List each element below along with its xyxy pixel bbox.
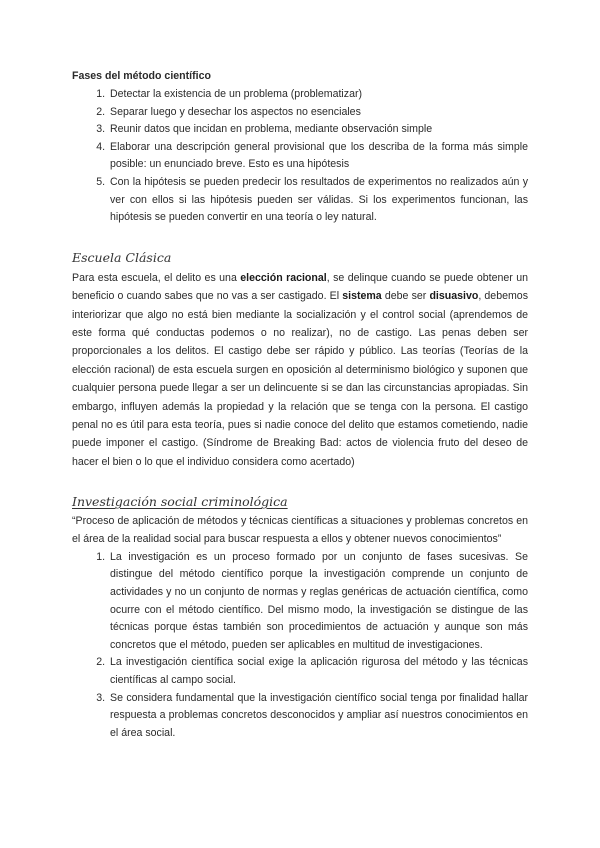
clasica-section: [72, 249, 528, 471]
list-item: 3. Se considera fundamental que la investigación científico social tenga por finalidad hallar respuesta a problemas concretos desconocidos y ampliar así nuestros conocimientos en el área social.: [108, 690, 528, 743]
clasica-paragraph: [72, 269, 528, 471]
bold-term: sistema: [342, 290, 382, 303]
list-item: 4. Elaborar una descripción general provisional que los describa de la forma más simple posible: un enunciado breve. Esto es una hipótesis: [108, 139, 528, 174]
list-item: 2. La investigación científica social exige la aplicación rigurosa del método y las técnicas científicas al campo social.: [108, 654, 528, 689]
list-item: 5. Con la hipótesis se pueden predecir los resultados de experimentos no realizados aún y ver con ellos si las hipótesis pueden ser válidas. Si los experimentos funcionan, las hipótesis se pueden convertir en una teoría o ley natural.: [108, 174, 528, 227]
fases-title: Fases del método científico: [72, 70, 211, 82]
bold-term: disuasivo: [429, 290, 479, 303]
text-run: Para esta escuela, el delito es una: [72, 271, 241, 284]
list-item: 1. Detectar la existencia de un problema (problematizar): [108, 86, 528, 104]
fases-list: [72, 86, 528, 227]
investigacion-heading: Investigación social criminológica: [72, 494, 288, 510]
bold-term: elección racional: [240, 271, 327, 284]
text-run: debe ser: [381, 290, 430, 303]
investigacion-list: [72, 549, 528, 743]
list-item: 2. Separar luego y desechar los aspectos no esenciales: [108, 104, 528, 122]
clasica-heading: Escuela Clásica: [72, 249, 172, 265]
investigacion-section: [72, 493, 528, 742]
list-item: 3. Reunir datos que incidan en problema, mediante observación simple: [108, 121, 528, 139]
investigacion-quote: “Proceso de aplicación de métodos y técnicas científicas a situaciones y problemas concretos en el área de la realidad social para buscar respuesta a ellos y obtener nuevos conocimientos”: [72, 515, 528, 546]
text-run: , debemos interiorizar que algo no está bien mediante la socialización y el control social (aprendemos de este forma qué conductas podemos o no realizar), no de castigo. Las penas deben ser proporcionales a los delitos. El castigo debe ser rápido y público. Las teorías (Teorías de la elección racional) de esta escuela surgen en oposición al determinismo biológico y suponen que cualquier persona puede llegar a ser un delincuente si se dan las circunstancias apropiadas. Sin embargo, influyen además la propiedad y la relación que se tenga con la persona. El castigo penal no es útil para esta teoría, pues si nadie conoce del delito que estamos cometiendo, nadie puede imponer el castigo. (Síndrome de Breaking Bad: actos de violencia fruto del deseo de hacer el bien o lo que el individuo considera como acertado): [72, 290, 528, 468]
text-run: , se delinque cuando se puede obtener un beneficio o cuando sabes que no vas a ser castigado. El: [72, 271, 528, 303]
list-item: 1. La investigación es un proceso formado por un conjunto de fases sucesivas. Se distingue del método científico porque la investigación comprende un conjunto de actividades y no un conjunto de normas y reglas genéricas de actuación científica, como ocurre con el método científico. Del mismo modo, la investigación se distingue de las técnicas porque éstas también son procedimientos de actuación y aunque son más concretos que el método, pueden ser aplicables en multitud de investigaciones.: [108, 549, 528, 655]
fases-section: [72, 68, 528, 227]
